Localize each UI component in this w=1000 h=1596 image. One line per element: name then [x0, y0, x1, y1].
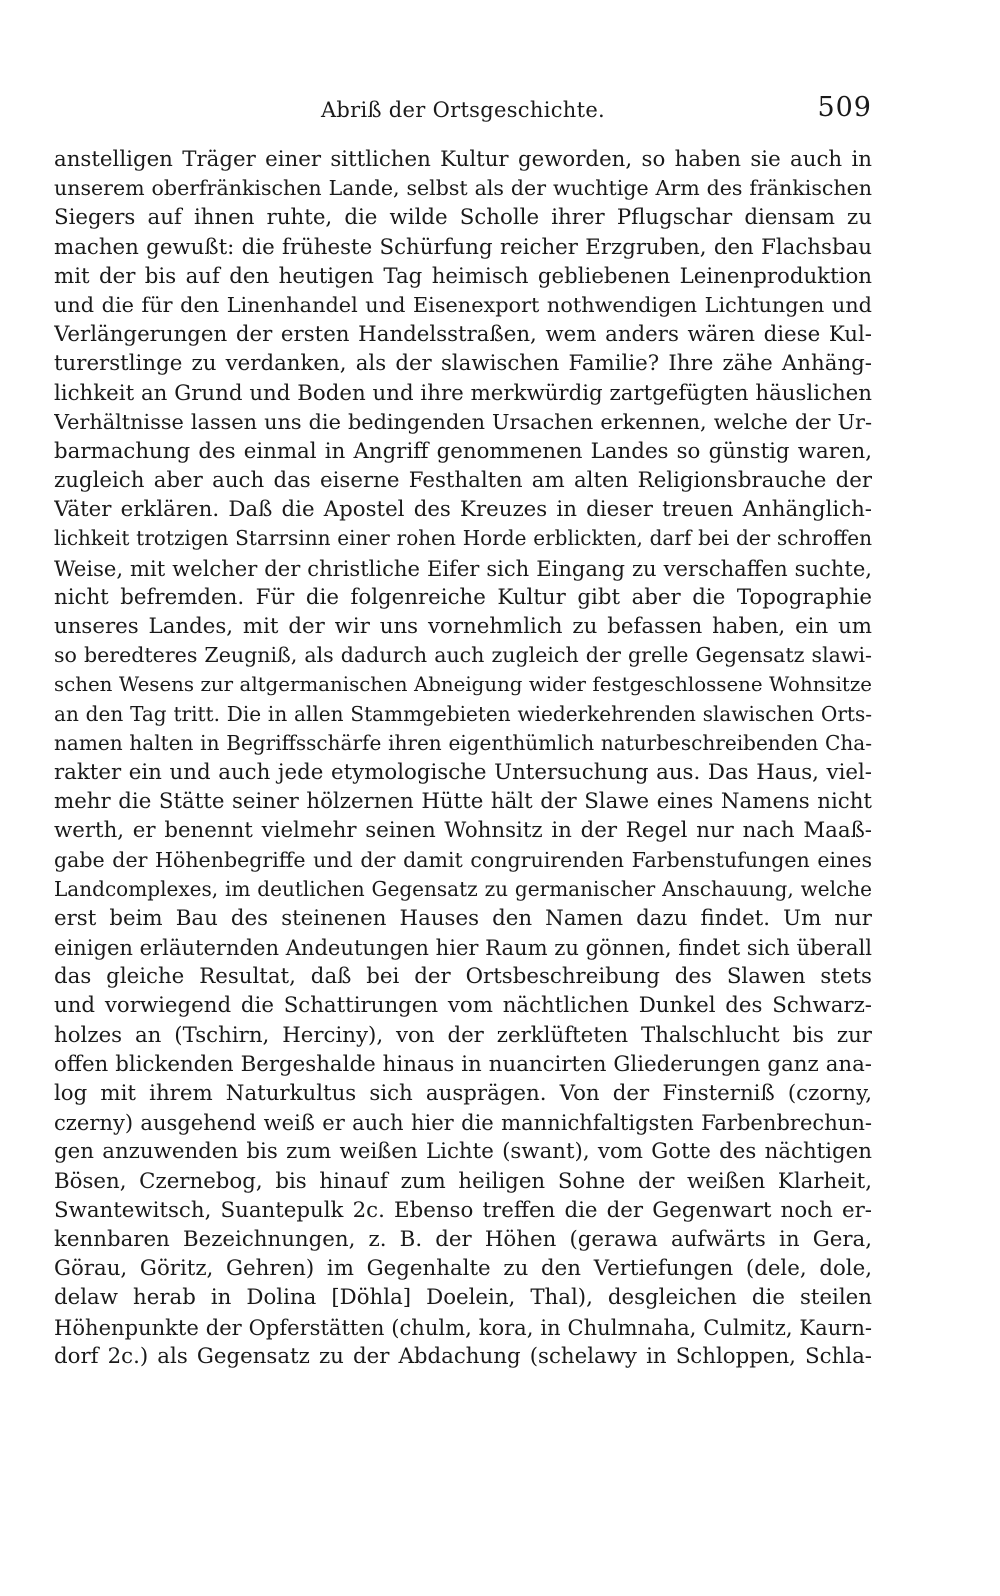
text-line: rakter ein und auch jede etymologische Untersuchung aus. Das Haus, viel- — [54, 759, 872, 785]
text-line: Väter erklären. Daß die Apostel des Kreuzes in dieser treuen Anhänglich- — [54, 497, 872, 523]
page-header — [54, 92, 872, 132]
text-line: Verlängerungen der ersten Handelsstraßen, wem anders wären diese Kul- — [54, 322, 872, 348]
text-line: einigen erläuternden Andeutungen hier Raum zu gönnen, findet sich überall — [54, 935, 872, 961]
text-line: an den Tag tritt. Die in allen Stammgebieten wiederkehrenden slawischen Orts- — [54, 701, 872, 726]
text-line: gabe der Höhenbegriffe und der damit congruirenden Farbenstufungen eines — [54, 847, 872, 872]
text-line: nicht befremden. Für die folgenreiche Kultur gibt aber die Topographie — [54, 584, 872, 610]
text-line: unserem oberfränkischen Lande, selbst als der wuchtige Arm des fränkischen — [54, 176, 872, 201]
text-line: gen anzuwenden bis zum weißen Lichte (swant), vom Gotte des nächtigen — [54, 1139, 872, 1165]
text-line: Landcomplexes, im deutlichen Gegensatz zu germanischer Anschauung, welche — [54, 876, 872, 901]
text-line: das gleiche Resultat, daß bei der Ortsbeschreibung des Slawen stets — [54, 964, 872, 990]
text-line: und vorwiegend die Schattirungen vom nächtlichen Dunkel des Schwarz- — [54, 993, 872, 1019]
text-line: Bösen, Czernebog, bis hinauf zum heiligen Sohne der weißen Klarheit, — [54, 1168, 872, 1194]
text-line: Görau, Göritz, Gehren) im Gegenhalte zu den Vertiefungen (dele, dole, — [54, 1256, 872, 1282]
text-line: werth, er benennt vielmehr seinen Wohnsitz in der Regel nur nach Maaß- — [54, 818, 872, 844]
text-line: lichkeit trotzigen Starrsinn einer rohen Horde erblickten, darf bei der schroffen — [54, 526, 872, 551]
text-line: turerstlinge zu verdanken, als der slawischen Familie? Ihre zähe Anhäng- — [54, 351, 872, 377]
text-line: Weise, mit welcher der christliche Eifer sich Eingang zu verschaffen suchte, — [54, 555, 872, 581]
text-line: delaw herab in Dolina [Döhla] Doelein, Thal), desgleichen die steilen — [54, 1285, 872, 1311]
text-line: so beredteres Zeugniß, als dadurch auch zugleich der grelle Gegensatz slawi- — [54, 643, 872, 668]
text-line: dorf 2c.) als Gegensatz zu der Abdachung (schelawy in Schloppen, Schla- — [54, 1343, 872, 1369]
text-line: schen Wesens zur altgermanischen Abneigung wider festgeschlossene Wohnsitze — [54, 673, 872, 697]
page-number: 509 — [817, 92, 872, 123]
text-line: erst beim Bau des steinenen Hauses den Namen dazu findet. Um nur — [54, 905, 872, 931]
text-line: lichkeit an Grund und Boden und ihre merkwürdig zartgefügten häuslichen — [54, 380, 872, 406]
text-line: unseres Landes, mit der wir uns vornehmlich zu befassen haben, ein um — [54, 614, 872, 639]
text-line: czerny) ausgehend weiß er auch hier die mannichfaltigsten Farbenbrechun- — [54, 1110, 872, 1136]
text-line: barmachung des einmal in Angriff genommenen Landes so günstig waren, — [54, 438, 872, 464]
text-line: Siegers auf ihnen ruhte, die wilde Scholle ihrer Pflugschar diensam zu — [54, 205, 872, 231]
text-line: kennbaren Bezeichnungen, z. B. der Höhen (gerawa aufwärts in Gera, — [54, 1226, 872, 1252]
text-line: und die für den Linenhandel und Eisenexport nothwendigen Lichtungen und — [54, 292, 872, 317]
text-line: Swantewitsch, Suantepulk 2c. Ebenso treffen die der Gegenwart noch er- — [54, 1197, 872, 1223]
text-line: mehr die Stätte seiner hölzernen Hütte hält der Slawe eines Namens nicht — [54, 789, 872, 815]
text-line: namen halten in Begriffsschärfe ihren eigenthümlich naturbeschreibenden Cha- — [54, 730, 872, 755]
text-line: Verhältnisse lassen uns die bedingenden Ursachen erkennen, welche der Ur- — [54, 409, 872, 434]
body-text — [54, 145, 872, 1371]
text-line: log mit ihrem Naturkultus sich ausprägen. Von der Finsterniß (czorny, — [54, 1081, 872, 1106]
text-line: anstelligen Träger einer sittlichen Kultur geworden, so haben sie auch in — [54, 147, 872, 172]
running-title: Abriß der Ortsgeschichte. — [320, 98, 606, 122]
text-line: holzes an (Tschirn, Herciny), von der zerklüfteten Thalschlucht bis zur — [54, 1022, 872, 1048]
text-line: machen gewußt: die früheste Schürfung reicher Erzgruben, den Flachsbau — [54, 234, 872, 260]
text-line: Höhenpunkte der Opferstätten (chulm, kora, in Chulmnaha, Culmitz, Kaurn- — [54, 1314, 872, 1340]
text-line: offen blickenden Bergeshalde hinaus in nuancirten Gliederungen ganz ana- — [54, 1051, 872, 1077]
text-line: mit der bis auf den heutigen Tag heimisch gebliebenen Leinenproduktion — [54, 263, 872, 289]
text-line: zugleich aber auch das eiserne Festhalten am alten Religionsbrauche der — [54, 468, 872, 494]
